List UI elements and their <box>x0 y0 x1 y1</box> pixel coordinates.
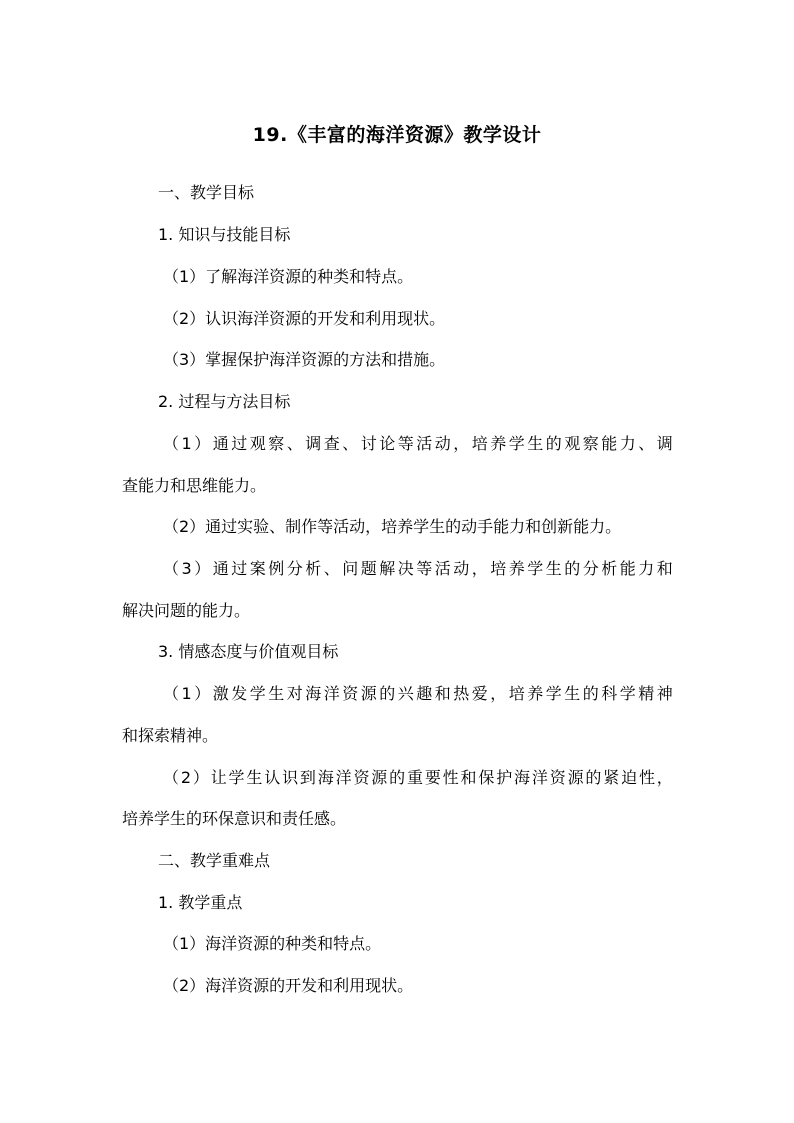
subheading-teaching-focus: 1. 教学重点 <box>158 893 243 912</box>
paragraph-line: 解决问题的能力。 <box>122 601 251 620</box>
list-item: （3）掌握保护海洋资源的方法和措施。 <box>163 350 446 369</box>
paragraph-line: （2）让学生认识到海洋资源的重要性和保护海洋资源的紧迫性， <box>163 768 673 787</box>
list-item: （1）海洋资源的种类和特点。 <box>163 934 382 953</box>
subheading-knowledge-skills: 1. 知识与技能目标 <box>158 225 291 244</box>
paragraph-line: （2）通过实验、制作等活动，培养学生的动手能力和创新能力。 <box>163 517 622 536</box>
paragraph-line: （3）通过案例分析、问题解决等活动，培养学生的分析能力和 <box>163 559 673 578</box>
list-item: （2）认识海洋资源的开发和利用现状。 <box>163 309 446 328</box>
subheading-values: 3. 情感态度与价值观目标 <box>158 642 339 661</box>
section-heading-key-points: 二、教学重难点 <box>158 851 271 870</box>
paragraph-line: 和探索精神。 <box>122 726 219 745</box>
list-item: （1）了解海洋资源的种类和特点。 <box>163 267 414 286</box>
paragraph-line: （1）通过观察、调查、讨论等活动，培养学生的观察能力、调 <box>163 434 673 453</box>
subheading-process-methods: 2. 过程与方法目标 <box>158 392 291 411</box>
list-item: （2）海洋资源的开发和利用现状。 <box>163 976 414 995</box>
section-heading-objectives: 一、教学目标 <box>158 183 255 202</box>
paragraph-line: 培养学生的环保意识和责任感。 <box>122 809 347 828</box>
document-title: 19.《丰富的海洋资源》教学设计 <box>252 124 542 146</box>
paragraph-line: （1）激发学生对海洋资源的兴趣和热爱，培养学生的科学精神 <box>163 684 673 703</box>
paragraph-line: 查能力和思维能力。 <box>122 476 267 495</box>
